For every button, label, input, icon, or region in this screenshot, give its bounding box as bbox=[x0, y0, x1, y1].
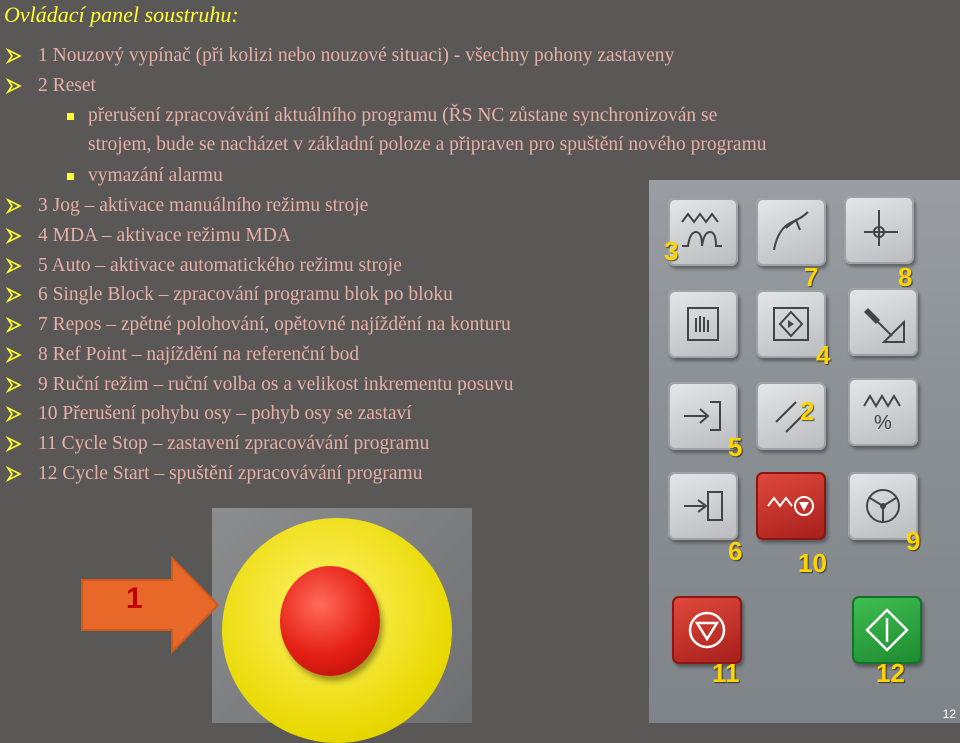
stop-triangle-icon bbox=[672, 596, 742, 664]
feed-stop-key[interactable] bbox=[756, 472, 826, 540]
jog-key[interactable] bbox=[668, 198, 738, 266]
target-icon bbox=[844, 196, 914, 264]
label-10: 10 bbox=[798, 548, 827, 578]
label-2: 2 bbox=[800, 396, 815, 426]
list-item-text: 8 Ref Point – najíždění na referenční bod bbox=[38, 344, 360, 365]
label-3: 3 bbox=[664, 236, 679, 266]
mda-key[interactable] bbox=[668, 290, 738, 358]
list-item-text: 9 Ruční režim – ruční volba os a velikost inkrementu posuvu bbox=[38, 374, 514, 395]
arrow-bullet-icon bbox=[6, 287, 22, 303]
list-item bbox=[38, 371, 514, 399]
arrow-bullet-icon bbox=[6, 406, 22, 422]
single-block-alt-key[interactable] bbox=[668, 472, 738, 540]
manual-key[interactable] bbox=[848, 288, 918, 356]
list-item bbox=[88, 162, 223, 190]
arrow-pointer-icon bbox=[80, 556, 220, 654]
reset-key[interactable] bbox=[756, 382, 826, 450]
list-item bbox=[38, 311, 511, 339]
label-8: 8 bbox=[898, 262, 913, 292]
list-item bbox=[88, 102, 717, 130]
arrow-bullet-icon bbox=[6, 317, 22, 333]
list-item-text: 1 Nouzový vypínač (při kolizi nebo nouzové situaci) - všechny pohony zastaveny bbox=[38, 45, 675, 66]
list-item bbox=[38, 192, 368, 220]
arrow-bullet-icon bbox=[6, 377, 22, 393]
list-item bbox=[38, 430, 429, 458]
list-item bbox=[38, 42, 674, 70]
arrow-bullet-icon bbox=[6, 466, 22, 482]
curve-icon bbox=[756, 198, 826, 266]
percent-label: % bbox=[874, 412, 892, 434]
list-item bbox=[88, 131, 766, 159]
stop-wave-icon bbox=[756, 472, 826, 540]
list-item bbox=[38, 400, 412, 428]
feed-override-key[interactable] bbox=[848, 378, 918, 446]
list-item-text: 11 Cycle Stop – zastavení zpracovávání programu bbox=[38, 433, 430, 454]
list-item-text: 2 Reset bbox=[38, 75, 96, 96]
label-12: 12 bbox=[876, 658, 905, 688]
list-item-text: 12 Cycle Start – spuštění zpracovávání programu bbox=[38, 463, 423, 484]
label-4: 4 bbox=[816, 340, 831, 370]
list-item-text: přerušení zpracovávání aktuálního programu (ŘS NC zůstane synchronizován se bbox=[88, 105, 718, 126]
list-item-text: strojem, bude se nacházet v základní poloze a připraven pro spuštění nového programu bbox=[88, 134, 767, 155]
list-item-text: 4 MDA – aktivace režimu MDA bbox=[38, 225, 291, 246]
page-number: 12 bbox=[942, 707, 956, 721]
list-item bbox=[38, 222, 291, 250]
list-item-text: 6 Single Block – zpracování programu blok po bloku bbox=[38, 284, 453, 305]
hand-icon bbox=[668, 290, 738, 358]
emergency-stop-button[interactable] bbox=[280, 566, 380, 676]
list-item bbox=[38, 252, 402, 280]
wave-icon bbox=[668, 198, 738, 266]
slide-title: Ovládací panel soustruhu: bbox=[4, 2, 239, 27]
arrow-bullet-icon bbox=[6, 198, 22, 214]
list-item-text: vymazání alarmu bbox=[88, 165, 223, 186]
pencil-icon bbox=[848, 288, 918, 356]
arrow-bullet-icon bbox=[6, 48, 22, 64]
square-bullet-icon bbox=[67, 113, 74, 120]
list-item-text: 7 Repos – zpětné polohování, opětovné najíždění na konturu bbox=[38, 314, 511, 335]
list-item-text: 3 Jog – aktivace manuálního režimu stroje bbox=[38, 195, 369, 216]
list-item-text: 5 Auto – aktivace automatického režimu stroje bbox=[38, 255, 402, 276]
arrow-bullet-icon bbox=[6, 78, 22, 94]
list-item bbox=[38, 341, 359, 369]
square-bullet-icon bbox=[67, 173, 74, 180]
ref-point-key[interactable] bbox=[844, 196, 914, 264]
arrow-label: 1 bbox=[126, 582, 143, 615]
cycle-start-key[interactable] bbox=[852, 596, 922, 664]
list-item bbox=[38, 72, 96, 100]
label-11: 11 bbox=[712, 658, 740, 688]
arrow-box-icon bbox=[668, 472, 738, 540]
arrow-bullet-icon bbox=[6, 258, 22, 274]
arrow-bullet-icon bbox=[6, 228, 22, 244]
start-diamond-icon bbox=[852, 596, 922, 664]
arrow-bullet-icon bbox=[6, 347, 22, 363]
cycle-stop-key[interactable] bbox=[672, 596, 742, 664]
label-6: 6 bbox=[728, 536, 743, 566]
list-item bbox=[38, 460, 422, 488]
slash-icon bbox=[756, 382, 826, 450]
list-item bbox=[38, 281, 453, 309]
label-5: 5 bbox=[728, 432, 743, 462]
arrow-bullet-icon bbox=[6, 436, 22, 452]
label-7: 7 bbox=[804, 262, 819, 292]
label-9: 9 bbox=[906, 526, 921, 556]
list-item-text: 10 Přerušení pohybu osy – pohyb osy se zastaví bbox=[38, 403, 412, 424]
repos-key[interactable] bbox=[756, 198, 826, 266]
